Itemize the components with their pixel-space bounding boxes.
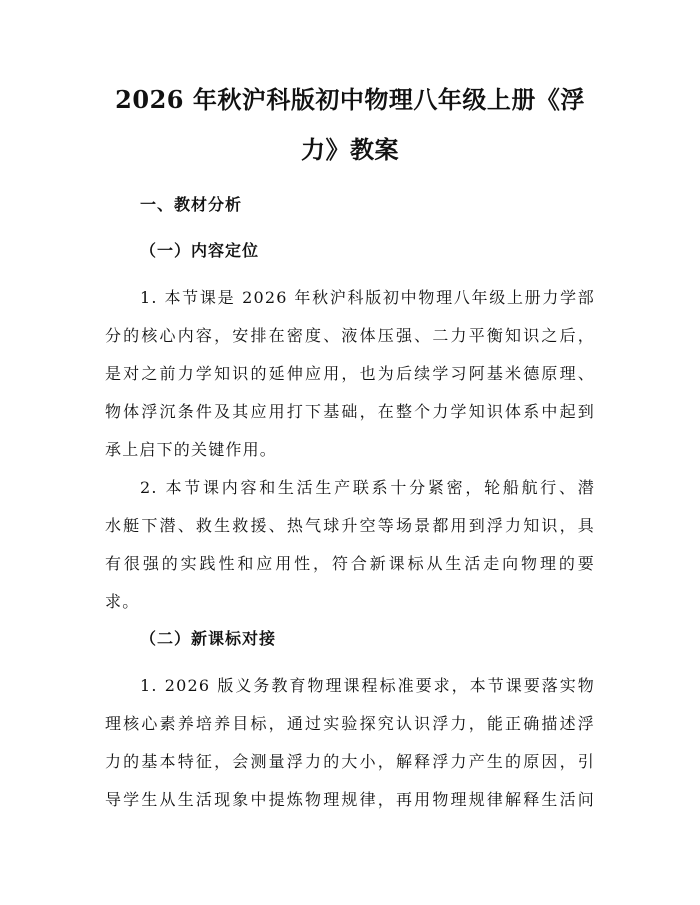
- paragraph-content-positioning-1: [105, 289, 595, 479]
- paragraph-line: 水艇下潜、救生救援、热气球升空等场景都用到浮力知识，具: [105, 517, 595, 535]
- paragraph-line: 1. 2026 版义务教育物理课程标准要求，本节课要落实物: [140, 677, 595, 695]
- document-title-line-1: 2026 年秋沪科版初中物理八年级上册《浮: [115, 85, 585, 114]
- paragraph-line: 理核心素养培养目标，通过实验探究认识浮力，能正确描述浮: [105, 715, 595, 733]
- paragraph-curriculum-standards-1: [105, 677, 595, 829]
- paragraph-line: 分的核心内容，安排在密度、液体压强、二力平衡知识之后，: [105, 327, 595, 345]
- document-title-line-2: 力》教案: [301, 135, 399, 164]
- paragraph-line: 1. 本节课是 2026 年秋沪科版初中物理八年级上册力学部: [140, 289, 595, 307]
- paragraph-line: 2. 本节课内容和生活生产联系十分紧密，轮船航行、潜: [140, 479, 595, 497]
- paragraph-line: 导学生从生活现象中提炼物理规律，再用物理规律解释生活问: [105, 791, 595, 809]
- paragraph-line: 有很强的实践性和应用性，符合新课标从生活走向物理的要: [105, 555, 595, 573]
- paragraph-line: 求。: [105, 593, 140, 611]
- subsection-heading-content-positioning: （一）内容定位: [140, 241, 260, 260]
- paragraph-line: 是对之前力学知识的延伸应用，也为后续学习阿基米德原理、: [105, 365, 595, 383]
- paragraph-line: 物体浮沉条件及其应用打下基础，在整个力学知识体系中起到: [105, 403, 595, 421]
- subsection-heading-curriculum-standards: （二）新课标对接: [140, 629, 277, 648]
- paragraph-line: 承上启下的关键作用。: [105, 441, 278, 459]
- paragraph-line: 力的基本特征，会测量浮力的大小，解释浮力产生的原因，引: [105, 753, 595, 771]
- section-heading-textbook-analysis: 一、教材分析: [140, 195, 243, 214]
- paragraph-content-positioning-2: [105, 479, 595, 631]
